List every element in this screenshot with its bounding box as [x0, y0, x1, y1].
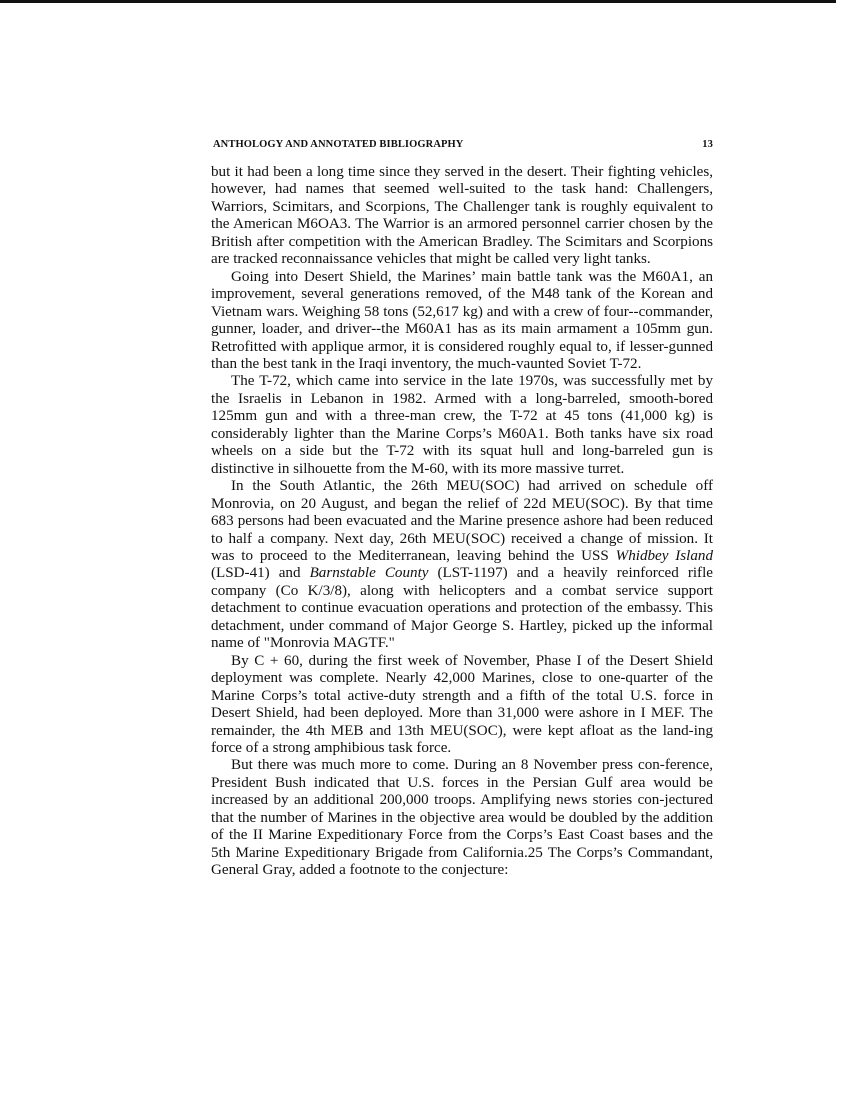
paragraph-3: The T-72, which came into service in the late 1970s, was successfully met by the Israelis in Lebanon in 1982. Armed with a long-barreled, smooth-bored 125mm gun and with a three-man crew, the T-72 at 45 tons (41,000 kg) is considerably lighter than the Marine Corps’s M60A1. Both tanks have six road wheels on a side but the T-72 with its squat hull and long-barreled gun is distinctive in silhouette from the M-60, with its more massive turret. [211, 373, 713, 477]
paragraph-4-part-2: (LSD-41) and [211, 565, 301, 582]
paragraph-4 [211, 478, 713, 653]
top-rule [0, 0, 836, 3]
paragraph-1: but it had been a long time since they served in the desert. Their fighting vehicles, however, had names that seemed well-suited to the task hand: Challengers, Warriors, Scimitars, and Scorpions, The Challenger tank is roughly equivalent to the American M6OA3. The Warrior is an armored personnel carrier chosen by the British after competition with the American Bradley. The Scimitars and Scorpions are tracked reconnaissance vehicles that might be called very light tanks. [211, 164, 713, 268]
ship-name-barnstable-county: Barnstable County [309, 565, 429, 582]
paragraph-6: But there was much more to come. During an 8 November press con-ference, President Bush indicated that U.S. forces in the Persian Gulf area would be increased by an additional 200,000 troops. Amplifying news stories con-jectured that the number of Marines in the objective area would be doubled by the addition of the II Marine Expeditionary Force from the Corps’s East Coast bases and the 5th Marine Expeditionary Brigade from California.25 The Corps’s Commandant, General Gray, added a footnote to the conjecture: [211, 757, 713, 879]
ship-name-whidbey-island: Whidbey Island [615, 547, 713, 564]
paragraph-5: By C + 60, during the first week of November, Phase I of the Desert Shield deployment was complete. Nearly 42,000 Marines, close to one-quarter of the Marine Corps’s total active-duty strength and a fifth of the total U.S. force in Desert Shield, had been deployed. More than 31,000 were ashore in I MEF. The remainder, the 4th MEB and 13th MEU(SOC), were kept afloat as the land-ing force of a strong amphibious task force. [211, 652, 713, 756]
paragraph-2: Going into Desert Shield, the Marines’ main battle tank was the M60A1, an improvement, several generations removed, of the M48 tank of the Korean and Vietnam wars. Weighing 58 tons (52,617 kg) and with a crew of four--commander, gunner, loader, and driver--the M60A1 has as its main armament a 105mm gun. Retrofitted with applique armor, it is considered roughly equal to, if lesser-gunned than the best tank in the Iraqi inventory, the much-vaunted Soviet T-72. [211, 268, 713, 372]
page-number: 13 [702, 139, 713, 150]
running-title: ANTHOLOGY AND ANNOTATED BIBLIOGRAPHY [213, 139, 464, 150]
body-text [211, 164, 713, 880]
paragraph-4-part-1: In the South Atlantic, the 26th MEU(SOC) had arrived on schedule off Monrovia, on 20 August, and began the relief of 22d MEU(SOC). By that time 683 persons had been evacuated and the Marine presence ashore had been reduced to half a company. Next day, 26th MEU(SOC) received a change of mission. It was to proceed to the Mediterranean, leaving behind the USS [211, 478, 713, 564]
paragraph-4-part-3: (LST-1197) and a heavily reinforced rifle company (Co K/3/8), along with helicopters and a combat service support detachment to continue evacuation operations and protection of the embassy. This detachment, under command of Major George S. Hartley, picked up the informal name of "Monrovia MAGTF." [211, 565, 713, 652]
